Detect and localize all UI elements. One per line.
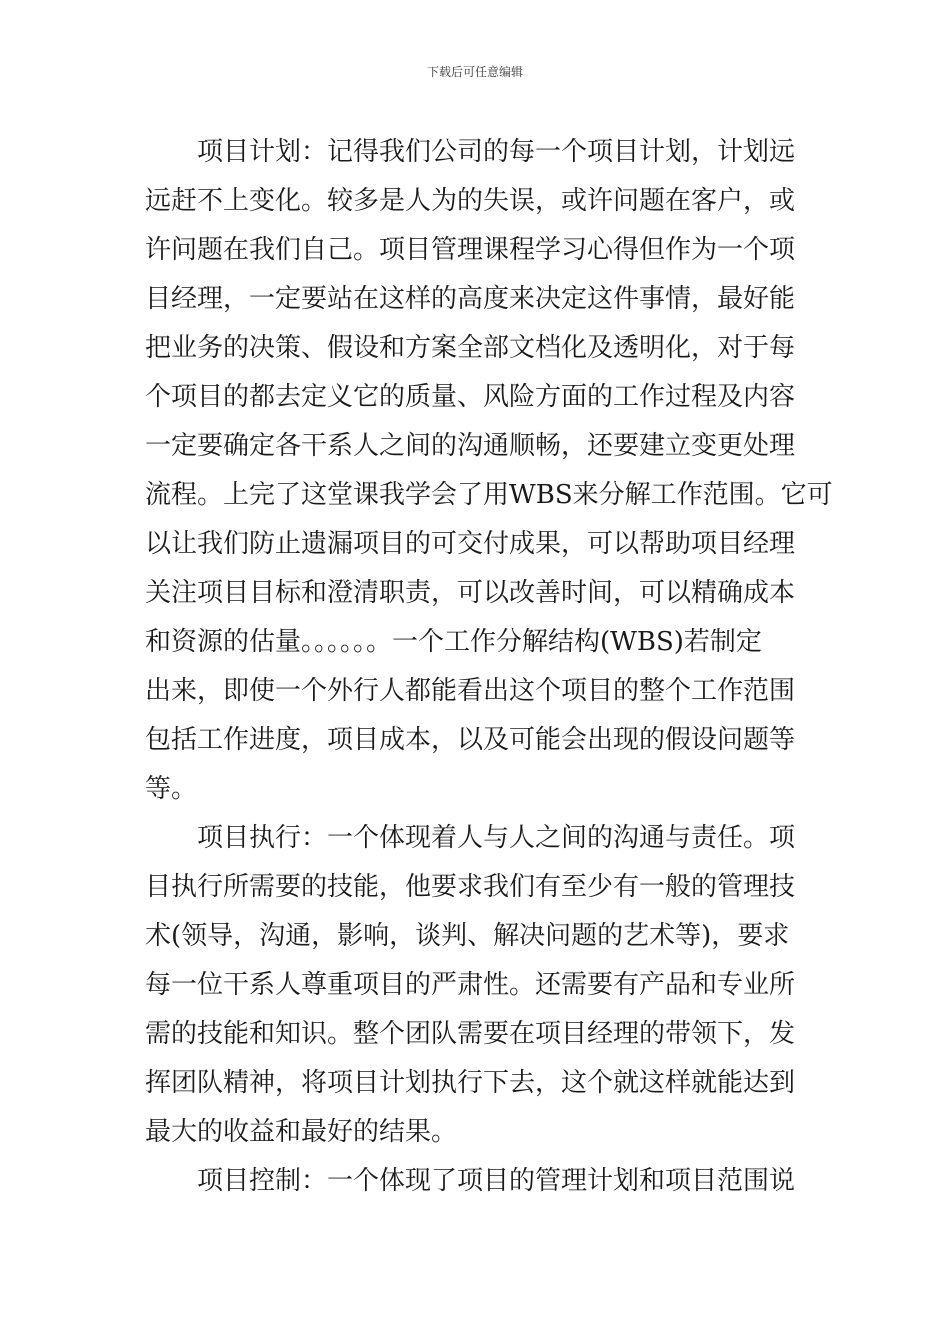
text-line: 挥团队精神，将项目计划执行下去，这个就这样就能达到 [145,1068,796,1098]
text-line: 项目计划：记得我们公司的每一个项目计划，计划远 [197,137,796,167]
text-line: 把业务的决策、假设和方案全部文档化及透明化，对于每 [145,333,796,363]
text-line: 需的技能和知识。整个团队需要在项目经理的带领下，发 [145,1019,796,1049]
paragraph-project-execution [145,814,807,1157]
text-line: 目经理，一定要站在这样的高度来决定这件事情，最好能 [145,284,796,314]
text-line: 远赶不上变化。较多是人为的失误，或许问题在客户，或 [145,186,796,216]
paragraph-project-planning [145,128,833,814]
text-line: 等。 [145,774,198,804]
text-line: 每一位干系人尊重项目的严肃性。还需要有产品和专业所 [145,970,796,1000]
text-line: 一定要确定各干系人之间的沟通顺畅，还要建立变更处理 [145,431,796,461]
text-line: 和资源的估量。。。。。。一个工作分解结构(WBS)若制定 [145,627,762,657]
page-header: 下载后可任意编辑 [426,65,523,79]
text-line: 目执行所需要的技能，他要求我们有至少有一般的管理技 [145,872,796,902]
text-line: 流程。上完了这堂课我学会了用WBS来分解工作范围。它可 [145,480,833,510]
paragraph-project-control [145,1157,807,1206]
text-line: 许问题在我们自己。项目管理课程学习心得但作为一个项 [145,235,796,265]
text-line: 出来，即使一个外行人都能看出这个项目的整个工作范围 [145,676,796,706]
text-line: 关注项目目标和澄清职责，可以改善时间，可以精确成本 [145,578,796,608]
text-line: 以让我们防止遗漏项目的可交付成果，可以帮助项目经理 [145,529,796,559]
text-line: 项目控制：一个体现了项目的管理计划和项目范围说 [197,1166,796,1196]
text-line: 术(领导，沟通，影响，谈判、解决问题的艺术等)，要求 [145,921,790,951]
text-line: 包括工作进度，项目成本，以及可能会出现的假设问题等 [145,725,796,755]
text-line: 最大的收益和最好的结果。 [145,1117,458,1147]
text-line: 项目执行：一个体现着人与人之间的沟通与责任。项 [197,823,796,853]
document-body [145,128,833,1206]
text-line: 个项目的都去定义它的质量、风险方面的工作过程及内容 [145,382,796,412]
